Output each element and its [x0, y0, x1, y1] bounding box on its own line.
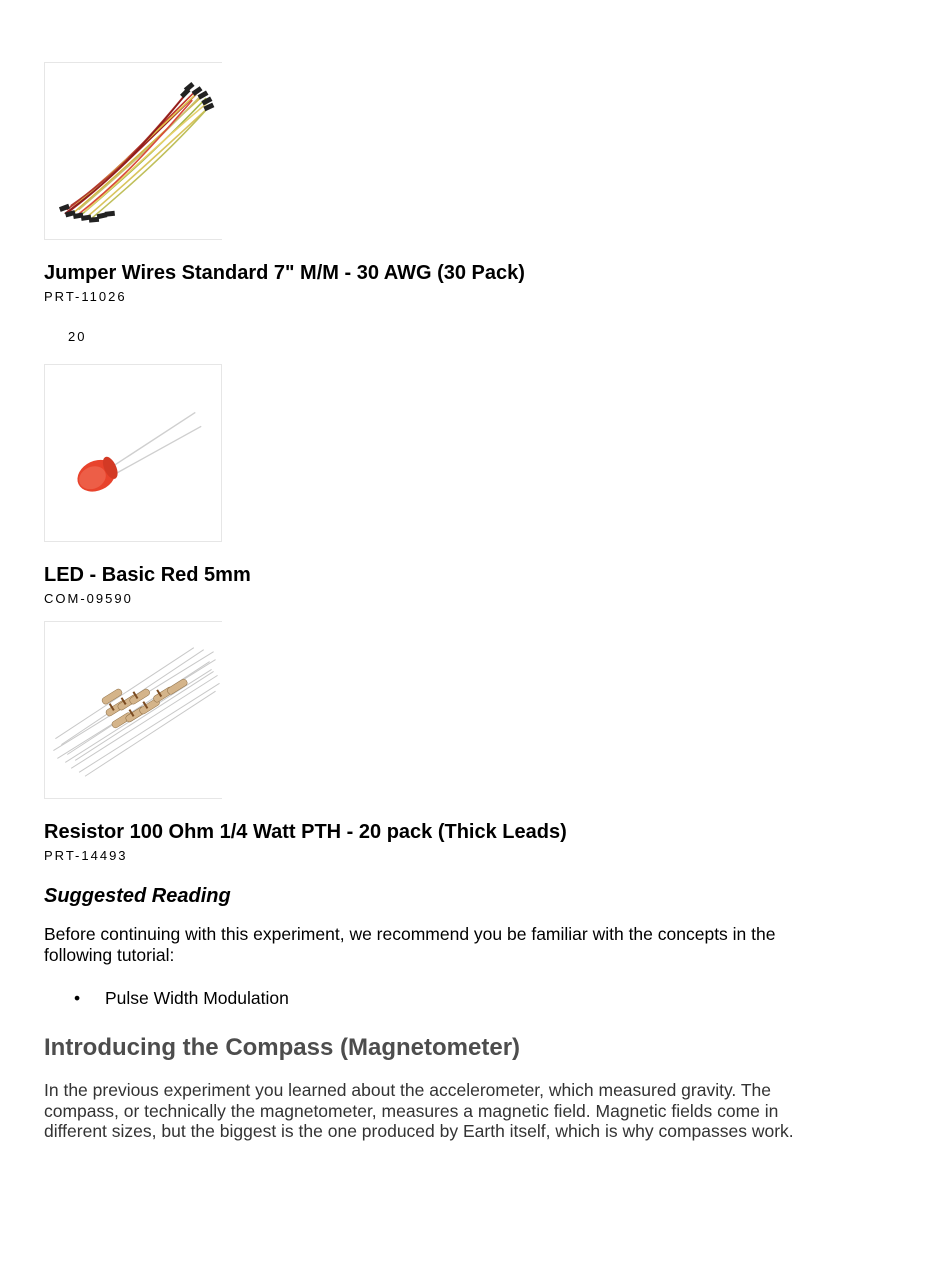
section-heading: Introducing the Compass (Magnetometer) — [44, 1034, 521, 1061]
list-item[interactable] — [44, 988, 864, 1009]
product-name[interactable]: LED - Basic Red 5mm — [44, 564, 251, 586]
product-item — [44, 621, 864, 864]
suggested-reading-title: Suggested Reading — [44, 885, 231, 907]
document-page — [44, 62, 864, 1142]
jumper-wires-image[interactable] — [44, 62, 222, 240]
product-item — [44, 62, 864, 345]
product-name[interactable]: Jumper Wires Standard 7" M/M - 30 AWG (30 Pack) — [44, 262, 525, 284]
red-led-image[interactable] — [44, 364, 222, 542]
product-sku: PRT-11026 — [44, 289, 127, 304]
product-sku: PRT-14493 — [44, 848, 128, 863]
product-item — [44, 364, 864, 607]
suggested-reading-list — [44, 988, 864, 1009]
product-sku: COM-09590 — [44, 591, 133, 606]
product-name[interactable]: Resistor 100 Ohm 1/4 Watt PTH - 20 pack (Thick Leads) — [44, 821, 567, 843]
resistors-image[interactable] — [44, 621, 222, 799]
bullet-icon: • — [74, 988, 81, 1008]
reading-link[interactable]: Pulse Width Modulation — [105, 988, 289, 1008]
suggested-reading-body: Before continuing with this experiment, we recommend you be familiar with the concepts in the following tutorial: — [44, 924, 776, 965]
product-quantity: 20 — [68, 329, 87, 344]
section-body: In the previous experiment you learned about the accelerometer, which measured gravity. The compass, or technically the magnetometer, measures a magnetic field. Magnetic fields come in different sizes, but the biggest is the one produced by Earth itself, which is why compasses work. — [44, 1080, 794, 1141]
